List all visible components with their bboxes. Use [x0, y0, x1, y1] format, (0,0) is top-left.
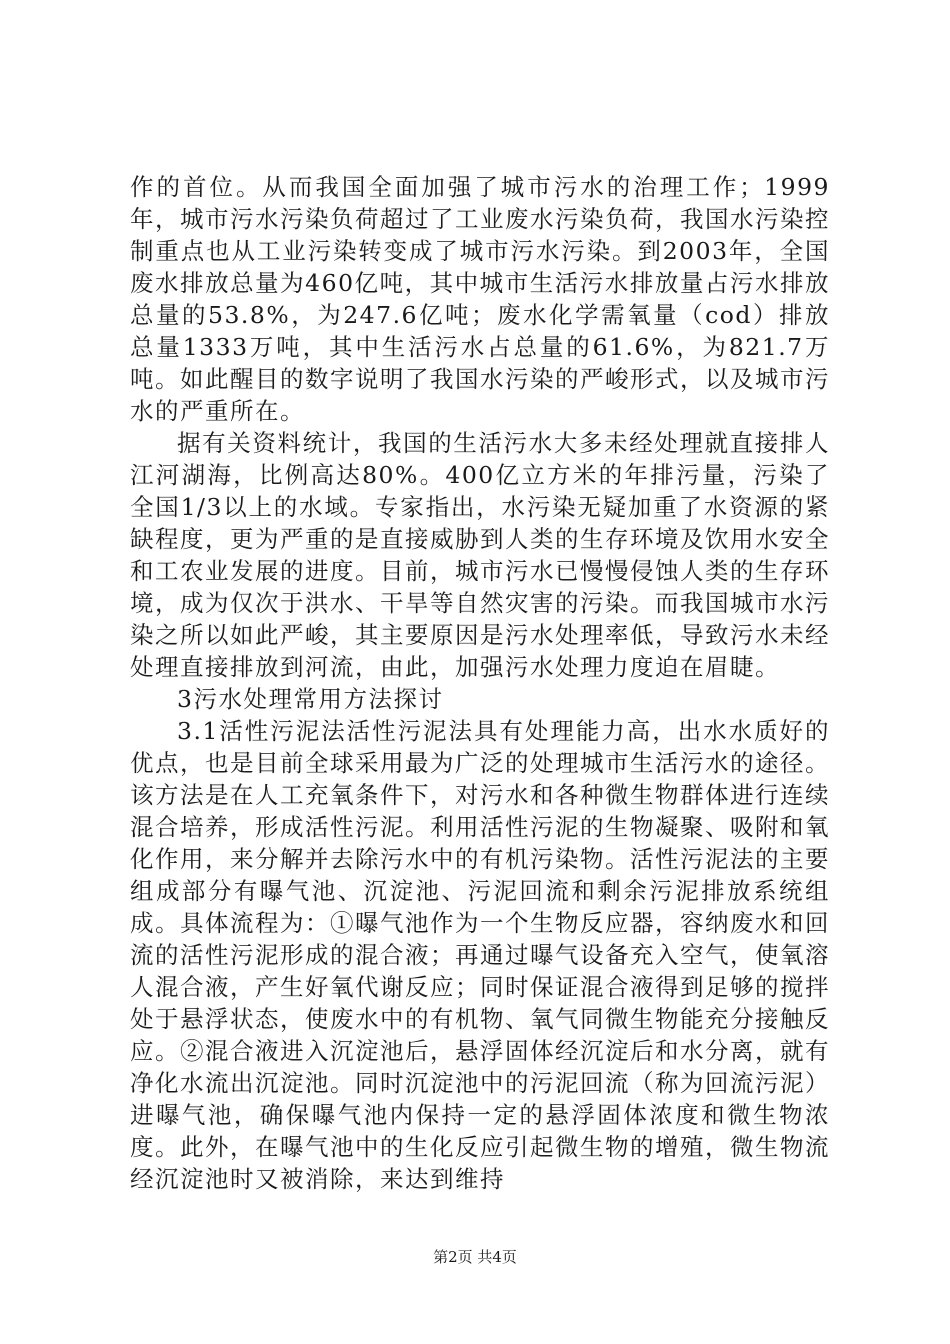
paragraph-continuation: 作的首位。从而我国全面加强了城市污水的治理工作；1999年，城市污水污染负荷超过了工业废水污染负荷，我国水污染控制重点也从工业污染转变成了城市污水污染。到2003年，全国废水排放总量为460亿吨，其中城市生活污水排放量占污水排放总量的53.8%，为247.6亿吨；废水化学需氧量（cod）排放总量1333万吨，其中生活污水占总量的61.6%，为821.7万吨。如此醒目的数字说明了我国水污染的严峻形式，以及城市污水的严重所在。 — [130, 173, 830, 425]
paragraph-statistics: 据有关资料统计，我国的生活污水大多未经处理就直接排人江河湖海，比例高达80%。400亿立方米的年排污量，污染了全国1/3以上的水域。专家指出，水污染无疑加重了水资源的紧缺程度，更为严重的是直接威胁到人类的生存环境及饮用水安全和工农业发展的进度。目前，城市污水已慢慢侵蚀人类的生存环境，成为仅次于洪水、干旱等自然灾害的污染。而我国城市水污染之所以如此严峻，其主要原因是污水处理率低，导致污水未经处理直接排放到河流，由此，加强污水处理力度迫在眉睫。 — [130, 429, 830, 681]
body-text — [130, 171, 830, 1195]
section-heading: 3污水处理常用方法探讨 — [177, 685, 444, 713]
paragraph-activated-sludge: 3.1活性污泥法活性污泥法具有处理能力高，出水水质好的优点，也是目前全球采用最为广泛的处理城市生活污水的途径。该方法是在人工充氧条件下，对污水和各种微生物群体进行连续混合培养，形成活性污泥。利用活性污泥的生物凝聚、吸附和氧化作用，来分解并去除污水中的有机污染物。活性污泥法的主要组成部分有曝气池、沉淀池、污泥回流和剩余污泥排放系统组成。具体流程为：①曝气池作为一个生物反应器，容纳废水和回流的活性污泥形成的混合液；再通过曝气设备充入空气，使氧溶人混合液，产生好氧代谢反应；同时保证混合液得到足够的搅拌处于悬浮状态，使废水中的有机物、氧气同微生物能充分接触反应。②混合液进入沉淀池后，悬浮固体经沉淀后和水分离，就有净化水流出沉淀池。同时沉淀池中的污泥回流（称为回流污泥）进曝气池，确保曝气池内保持一定的悬浮固体浓度和微生物浓度。此外，在曝气池中的生化反应引起微生物的增殖，微生物流经沉淀池时又被消除，来达到维持 — [130, 717, 830, 1193]
page-footer: 第2页 共4页 — [433, 1248, 517, 1266]
